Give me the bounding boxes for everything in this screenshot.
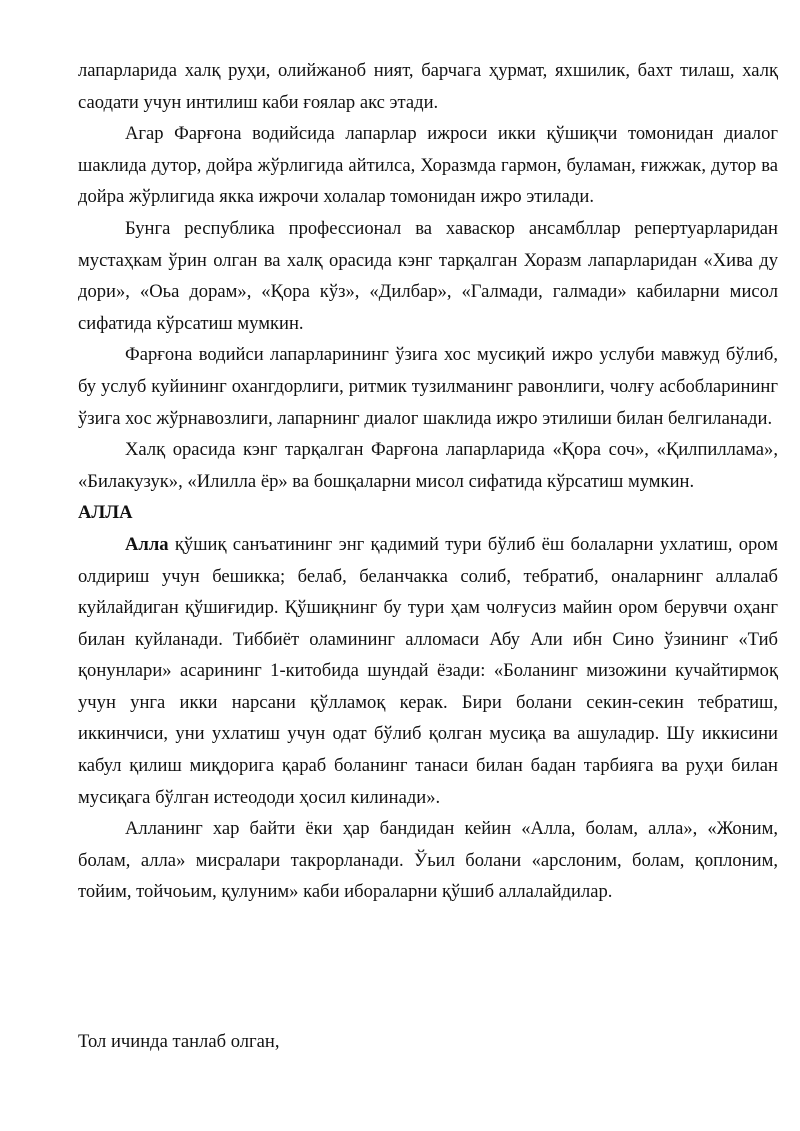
alla-definition-text: қўшиқ санъатининг энг қадимий тури бўлиб ёш болаларни ухлатиш, ором олдириш учун бешикка; белаб, беланчакка солиб, тебратиб, оналарнинг аллалаб куйлайдиган қўшиғидир. Қўшиқнинг бу тури ҳам чолғусиз майин ором берувчи оҳанг билан куйланади. Тиббиёт оламининг алломаси Абу Али ибн Сино ўзининг «Тиб қонунлари» асарининг 1-китобида шундай ёзади: «Боланинг мизожини кучайтирмоқ учун унга икки нарсани қўлламоқ керак. Бири болани секин-секин тебратиш, иккинчиси, уни ухлатиш учун одат бўлиб қолган мусиқа ва ашуладир. Шу иккисини кабул қилиш миқдорига қараб боланинг танаси билан бадан тарбияга ва руҳи билан мусиқага бўлган истеододи ҳосил килинади». (78, 533, 778, 808)
paragraph-fergana-examples: Халқ орасида кэнг тарқалган Фарғона лапарларида «Қора соч», «Қилпиллама», «Билакузук», «Илилла ёр» ва бошқаларни мисол сифатида кўрсатиш мумкин. (78, 439, 778, 492)
paragraph-intro: лапарларида халқ руҳи, олийжаноб ният, барчага ҳурмат, яхшилик, бахт тилаш, халқ саодати учун интилиш каби ғоялар акс этади. (78, 60, 778, 113)
closing-line: Тол ичинда танлаб олган, (78, 1031, 280, 1052)
paragraph-khorezm-examples: Бунга республика профессионал ва хаваскор ансамбллар репертуарларидан мустаҳкам ўрин олган ва халқ орасида кэнг тарқалган Хоразм лапарларидан «Хива ду дори», «Оьа дорам», «Қора кўз», «Дилбар», «Галмади, галмади» кабиларни мисол сифатида кўрсатиш мумкин. (78, 217, 778, 334)
paragraph-alla-definition (78, 529, 778, 813)
section-heading: АЛЛА (78, 502, 133, 524)
paragraph-fergana-style: Фарғона водийси лапарларининг ўзига хос мусиқий ижро услуби мавжуд бўлиб, бу услуб куйининг охангдорлиги, ритмик тузилманинг равонлиги, чолғу асбобларининг ўзига хос жўрнавозлиги, лапарнинг диалог шаклида ижро этилиши билан белгиланади. (78, 344, 778, 429)
paragraph-alla-refrain: Алланинг хар байти ёки ҳар бандидан кейин «Алла, болам, алла», «Жоним, болам, алла» мисралари такрорланади. Ўьил болани «арслоним, болам, қоплоним, тойим, тойчоьим, қулуним» каби ибораларни қўшиб аллалайдилар. (78, 818, 778, 903)
document-body (78, 55, 778, 908)
paragraph-performance: Агар Фарғона водийсида лапарлар ижроси икки қўшиқчи томонидан диалог шаклида дутор, дойра жўрлигида айтилса, Хоразмда гармон, буламан, ғижжак, дутор ва дойра жўрлигида якка ижрочи холалар томонидан ижро этилади. (78, 123, 778, 208)
alla-lead-term: Алла (125, 533, 169, 555)
